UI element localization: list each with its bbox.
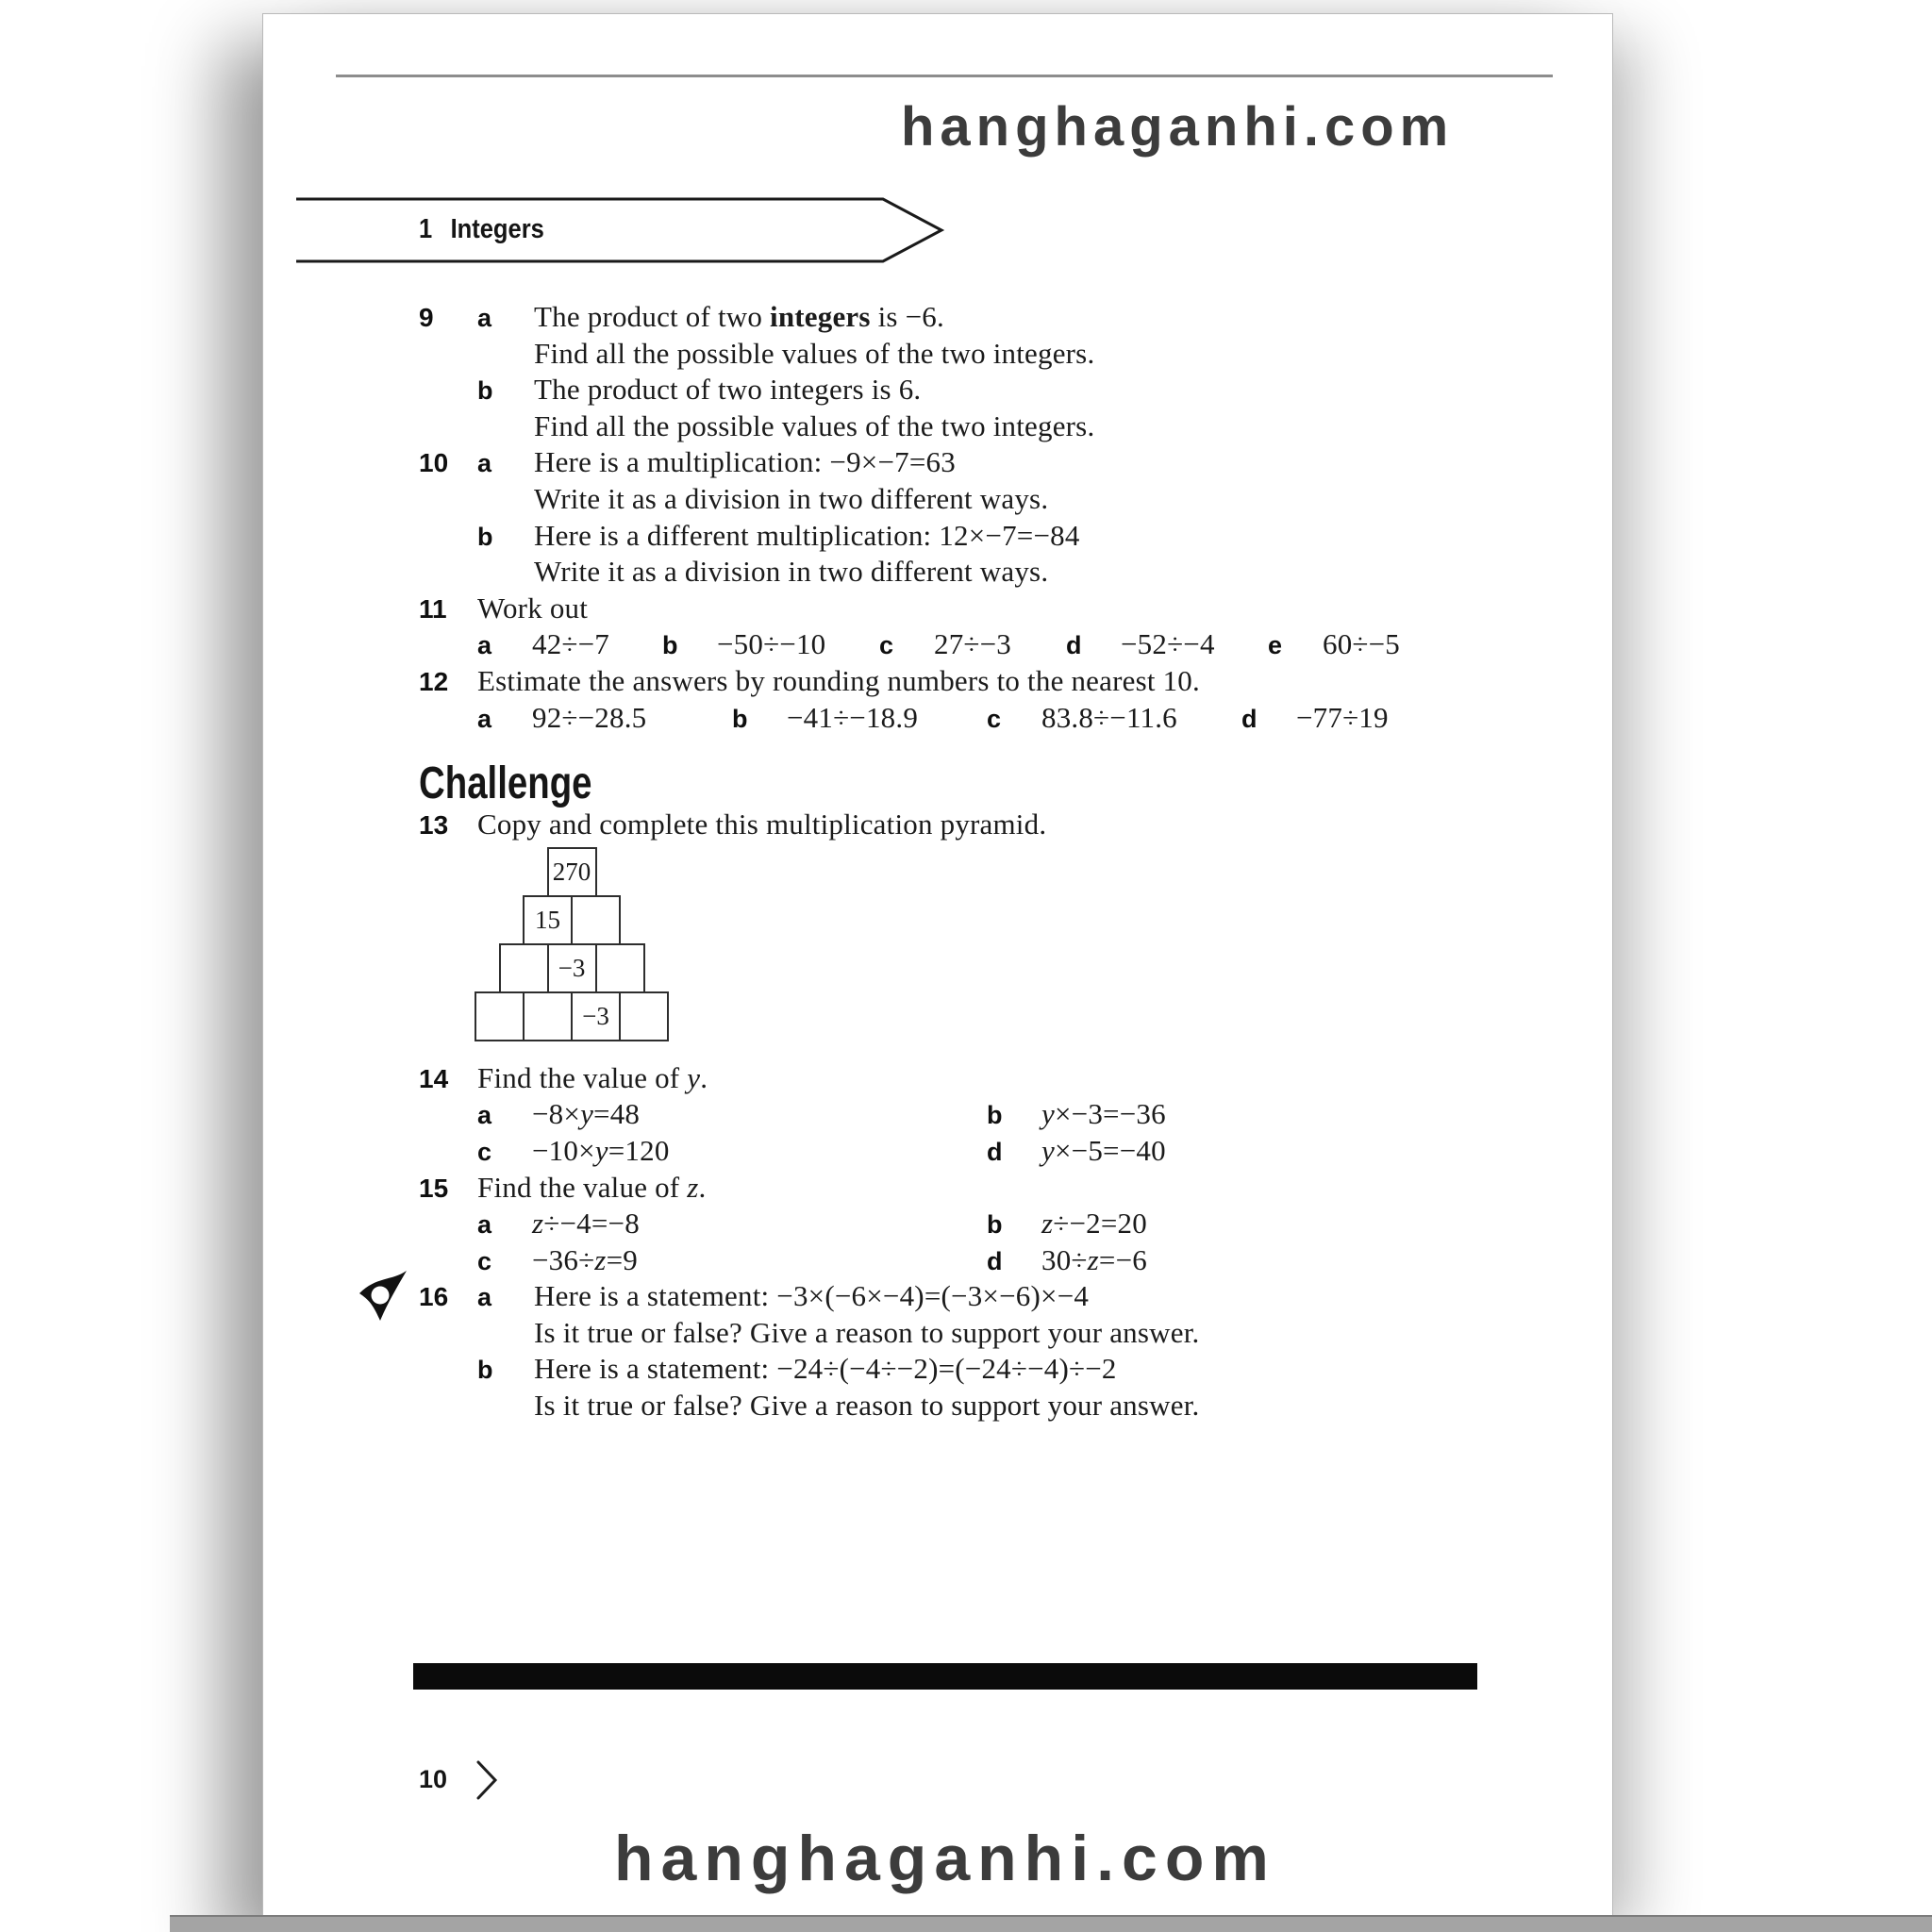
exercise-item: [987, 1242, 1147, 1280]
exercise-item: [477, 1206, 987, 1243]
question-line: [419, 444, 1576, 481]
question-number: 10: [419, 448, 449, 478]
page-bottom-edge: [170, 1915, 1932, 1932]
pyramid-cell: [619, 991, 669, 1041]
text-segment: 83.8÷−11.6: [1041, 700, 1177, 734]
exercise-item: [879, 626, 1066, 664]
exercise-item-row: [477, 626, 1576, 663]
part-letter: a: [477, 631, 492, 660]
text-segment: 30÷z=−6: [1041, 1242, 1147, 1276]
part-letter: b: [987, 1101, 1003, 1130]
pyramid-cell: 270: [547, 847, 597, 897]
part-letter: d: [1066, 631, 1082, 660]
exercise-item: [987, 1096, 1166, 1134]
pyramid-cell: [475, 991, 525, 1041]
question-line: [419, 1170, 1576, 1207]
text-segment: Find all the possible values of the two integers.: [534, 336, 1095, 370]
text-segment: Is it true or false? Give a reason to support your answer.: [534, 1389, 1200, 1423]
text-segment: Is it true or false? Give a reason to support your answer.: [534, 1315, 1200, 1349]
text-segment: Copy and complete this multiplication pyramid.: [477, 808, 1047, 841]
exercise-item: [477, 1096, 987, 1134]
text-segment: −41÷−18.9: [787, 700, 919, 734]
question-number: 16: [419, 1282, 449, 1312]
question-line: [419, 1060, 1576, 1097]
chapter-heading: [419, 213, 544, 245]
exercise-item: [987, 1133, 1166, 1171]
banner-arrow-outline: [296, 197, 957, 263]
part-letter: c: [879, 631, 894, 660]
exercise-item: [477, 1242, 987, 1280]
text-segment: y×−3=−36: [1041, 1097, 1166, 1131]
exercise-item: [732, 700, 987, 738]
part-letter: b: [477, 1356, 493, 1385]
exercise-item: [1241, 700, 1389, 738]
question-line: [419, 663, 1576, 700]
exercise-item-row: [477, 1096, 1576, 1133]
exercise-item: [1268, 626, 1400, 664]
part-letter: a: [477, 304, 492, 332]
text-segment: Here is a statement: −3×(−6×−4)=(−3×−6)×−4: [534, 1279, 1090, 1313]
page-number: 10: [419, 1765, 448, 1793]
text-segment: −36÷z=9: [532, 1242, 638, 1276]
text-segment: Write it as a division in two different ways.: [534, 555, 1049, 589]
text-segment: 92÷−28.5: [532, 700, 647, 734]
watermark-bottom: hanghaganhi.com: [614, 1823, 1276, 1894]
question-number: 14: [419, 1063, 449, 1093]
redaction-bar: [413, 1663, 1477, 1690]
part-letter: b: [477, 376, 493, 406]
pyramid-row: [470, 847, 674, 897]
reasoning-arrow-icon: [357, 1269, 409, 1322]
part-letter: a: [477, 1210, 492, 1240]
pyramid-cell: −3: [547, 943, 597, 993]
question-line: [419, 1278, 1576, 1315]
part-letter: d: [1241, 704, 1257, 733]
text-segment: Estimate the answers by rounding numbers to the nearest 10.: [477, 663, 1200, 697]
text-segment: −52÷−4: [1121, 627, 1215, 661]
pyramid-cell: 15: [523, 895, 573, 945]
chevron-right-icon: [475, 1759, 500, 1801]
question-line: [419, 299, 1576, 336]
exercise-item-row: [477, 1242, 1576, 1279]
exercise-item: [987, 700, 1241, 738]
text-segment: The product of two integers is −6.: [534, 300, 944, 333]
question-number: 15: [419, 1173, 449, 1203]
question-number: 12: [419, 666, 449, 696]
exercise-item: [477, 1133, 987, 1171]
exercise-item: [477, 626, 662, 664]
part-letter: c: [987, 704, 1002, 733]
question-number: 13: [419, 810, 449, 841]
exercise-item: [987, 1206, 1147, 1243]
exercise-item-row: [477, 1206, 1576, 1242]
pyramid-cell: −3: [571, 991, 621, 1041]
part-letter: d: [987, 1137, 1003, 1166]
textbook-page: [262, 13, 1613, 1932]
exercise-item-row: [477, 1133, 1576, 1170]
part-letter: b: [732, 704, 748, 733]
question-line: [419, 336, 1576, 373]
exercise-item: [662, 626, 879, 664]
question-line: [419, 481, 1576, 518]
part-letter: b: [987, 1210, 1003, 1240]
pyramid-cell: [523, 991, 573, 1041]
top-rule: [336, 75, 1553, 77]
text-segment: The product of two integers is 6.: [534, 373, 922, 407]
text-segment: y×−5=−40: [1041, 1133, 1166, 1167]
chapter-banner: [296, 197, 957, 263]
question-line: [419, 591, 1576, 627]
part-letter: a: [477, 449, 492, 478]
text-segment: z÷−4=−8: [532, 1207, 640, 1241]
question-number: 11: [419, 593, 447, 624]
pyramid-cell: [571, 895, 621, 945]
text-segment: 60÷−5: [1323, 627, 1400, 661]
text-segment: −50÷−10: [717, 627, 826, 661]
question-number: 9: [419, 303, 434, 332]
pyramid-cell: [499, 943, 549, 993]
part-letter: e: [1268, 631, 1283, 660]
text-segment: Find the value of z.: [477, 1170, 707, 1204]
text-segment: 42÷−7: [532, 627, 609, 661]
question-line: [419, 372, 1576, 408]
part-letter: a: [477, 1101, 492, 1130]
question-line: [419, 554, 1576, 591]
question-line: [419, 1388, 1576, 1424]
part-letter: b: [477, 522, 493, 551]
question-line: [419, 1315, 1576, 1352]
text-segment: Write it as a division in two different ways.: [534, 481, 1049, 515]
text-segment: Work out: [477, 591, 589, 625]
question-line: [419, 1351, 1576, 1388]
part-letter: c: [477, 1137, 492, 1166]
text-segment: Find all the possible values of the two integers.: [534, 408, 1095, 442]
text-segment: −8×y=48: [532, 1097, 641, 1131]
pyramid-row: [470, 943, 674, 993]
text-segment: Here is a statement: −24÷(−4÷−2)=(−24÷−4)÷−2: [534, 1352, 1117, 1386]
question-line: [419, 518, 1576, 555]
question-line: [419, 408, 1576, 445]
part-letter: c: [477, 1246, 492, 1275]
chapter-number: 1: [419, 214, 433, 244]
chapter-title: Integers: [450, 214, 544, 244]
pyramid-cell: [595, 943, 645, 993]
text-segment: Find the value of y.: [477, 1060, 708, 1094]
page-footer: [419, 1757, 500, 1801]
text-segment: Here is a multiplication: −9×−7=63: [534, 445, 956, 479]
exercise-item: [477, 700, 732, 738]
pyramid-row: [470, 895, 674, 945]
question-line: [419, 807, 1576, 843]
text-segment: −10×y=120: [532, 1133, 670, 1167]
watermark-top: hanghaganhi.com: [901, 96, 1455, 158]
part-letter: d: [987, 1246, 1003, 1275]
exercise-item-row: [477, 700, 1576, 737]
text-segment: z÷−2=20: [1041, 1207, 1147, 1241]
exercise-item: [1066, 626, 1268, 664]
part-letter: a: [477, 704, 492, 733]
text-segment: 27÷−3: [934, 627, 1011, 661]
part-letter: b: [662, 631, 678, 660]
challenge-heading: Challenge: [419, 758, 592, 809]
multiplication-pyramid: [470, 847, 674, 1041]
question-list: [419, 299, 1576, 1424]
text-segment: −77÷19: [1296, 700, 1389, 734]
part-letter: a: [477, 1283, 492, 1312]
text-segment: Here is a different multiplication: 12×−7=−84: [534, 518, 1080, 552]
pyramid-row: [470, 991, 674, 1041]
